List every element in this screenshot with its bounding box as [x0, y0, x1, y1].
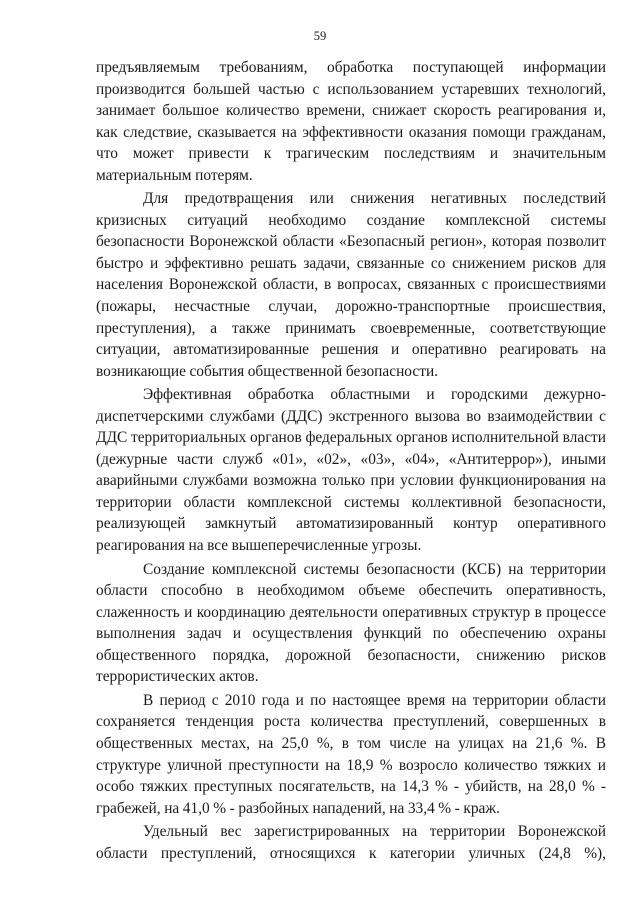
paragraph-safe-region: Для предотвращения или снижения негативных последствий кризисных ситуаций необходимо создание комплексной системы безопасности Воронежской области «Безопасный регион», которая позволит быстро и эффективно решать задачи, связанные со снижением рисков для населения Воронежской области, в вопросах, связанных с происшествиями (пожары, несчастные случаи, дорожно-транспортные происшествия, преступления), а также принимать своевременные, соответствующие ситуации, автоматизированные решения и оперативно реагировать на возникающие события общественной безопасности. — [96, 190, 606, 380]
paragraph-street-crime-share: Удельный вес зарегистрированных на территории Воронежской области преступлений, относящихся к категории уличных (24,8 %), — [96, 823, 606, 862]
page-number: 59 — [313, 29, 327, 43]
body-text — [96, 57, 606, 864]
paragraph-crime-statistics: В период с 2010 года и по настоящее время на территории области сохраняется тенденция роста количества преступлений, совершенных в общественных местах, на 25,0 %, в том числе на улицах на 21,6 %. В структуре уличной преступности на 18,9 % возросло количество тяжких и особо тяжких преступных посягательств, на 14,3 % - убийств, на 28,0 % - грабежей, на 41,0 % - разбойных нападений, на 33,4 % - краж. — [96, 691, 606, 817]
paragraph-emergency-services: Эффективная обработка областными и городскими дежурно-диспетчерскими службами (ДДС) экстренного вызова во взаимодействии с ДДС территориальных органов федеральных органов исполнительной власти (дежурные части служб «01», «02», «03», «04», «Антитеррор»), иными аварийными службами возможна только при условии функционирования на территории области комплексной системы коллективной безопасности, реализующей замкнутый автоматизированный контур оперативного реагирования на все вышеперечисленные угрозы. — [96, 386, 606, 555]
paragraph-processing-issues: предъявляемым требованиям, обработка поступающей информации производится большей частью с использованием устаревших технологий, занимает большое количество времени, снижает скорость реагирования и, как следствие, сказывается на эффективности оказания помощи гражданам, что может привести к трагическим последствиям и значительным материальным потерям. — [96, 59, 606, 184]
paragraph-ksb: Создание комплексной системы безопасности (КСБ) на территории области способно в необходимом объеме обеспечить оперативность, слаженность и координацию деятельности оперативных структур в процессе выполнения задач и осуществления функций по обеспечению охраны общественного порядка, дорожной безопасности, снижению рисков террористических актов. — [96, 560, 606, 686]
